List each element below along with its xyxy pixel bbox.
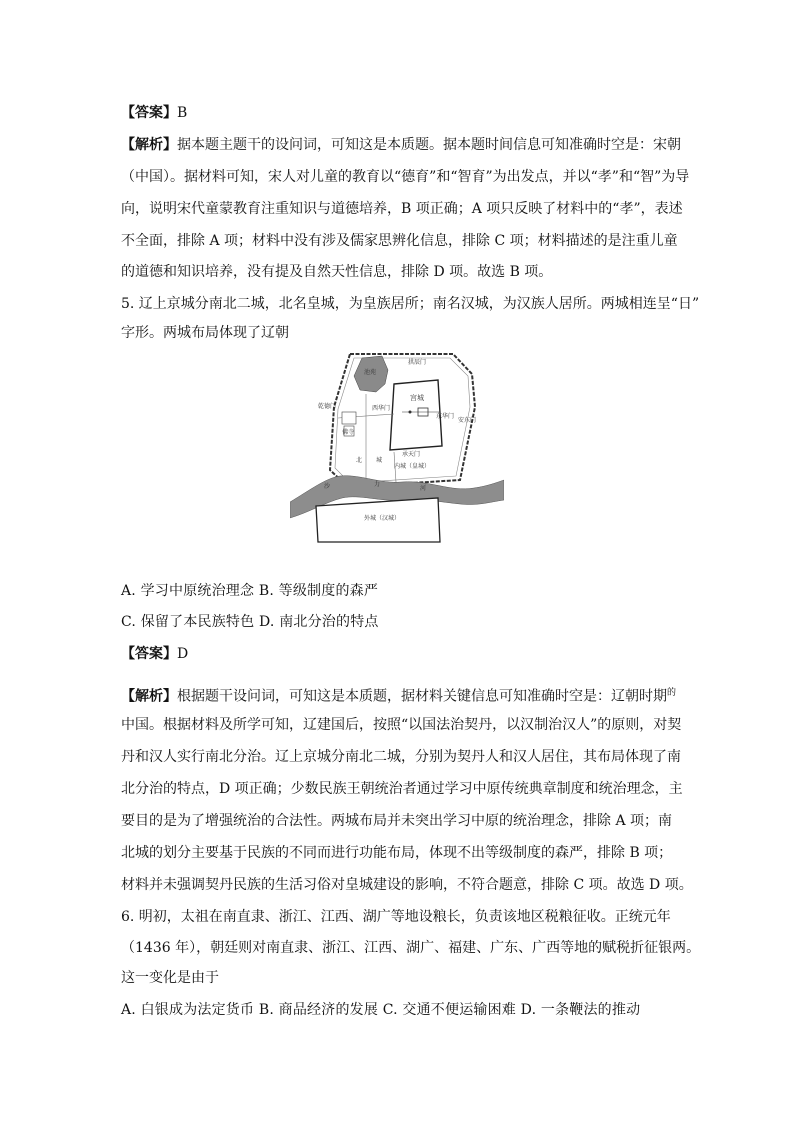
label-south-palace-gate: 承天门 [402, 451, 421, 458]
q5-analysis-line-4: 北分治的特点，D 项正确；少数民族王朝统治者通过学习中原传统典章制度和统治理念，主 [121, 781, 683, 797]
label-char-1: 北 [356, 457, 363, 464]
q5-options-line-2: C. 保留了本民族特色 D. 南北分治的特点 [121, 614, 379, 630]
label-outer-city: 外城（汉城） [364, 515, 401, 522]
q4-analysis-line-3: 向，说明宋代童蒙教育注重知识与道德培养，B 项正确；A 项只反映了材料中的“孝”，表述 [121, 201, 683, 217]
q4-analysis-line-1 [121, 136, 681, 154]
q4-analysis-text-1: 据本题主题干的设问词，可知这是本质题。据本题时间信息可知准确时空是：宋朝 [177, 137, 681, 153]
q6-stem-line-1: 6. 明初，太祖在南直隶、浙江、江西、湖广等地设粮长，负责该地区税粮征收。正统元年 [121, 909, 671, 925]
q6-options-line: A. 白银成为法定货币 B. 商品经济的发展 C. 交通不便运输困难 D. 一条鞭法的推动 [121, 1002, 641, 1018]
q5-stem-line-2: 字形。两城布局体现了辽朝 [121, 325, 289, 341]
q5-analysis-sup: 的 [667, 688, 677, 698]
q5-analysis-line-6: 北城的划分主要基于民族的不同而进行功能布局，体现不出等级制度的森严，排除 B 项； [121, 845, 673, 861]
q5-analysis-line-5: 要目的是为了增强统治的合法性。两城布局并未突出学习中原的统治理念，排除 A 项；南 [121, 813, 673, 829]
q5-analysis-line-1 [121, 684, 676, 706]
label-north-gate: 拱辰门 [408, 359, 427, 366]
label-temple: 佛寺 [342, 429, 355, 436]
q5-answer-value: D [177, 646, 189, 662]
label-inner-city: 内城（皇城） [394, 463, 431, 470]
q5-analysis-tag: 【解析】 [121, 688, 177, 705]
label-east-gate: 安东门 [458, 417, 477, 424]
q5-answer [121, 645, 188, 663]
liao-shangjing-map [290, 352, 504, 548]
palace-city [390, 380, 442, 450]
q4-answer-tag: 【答案】 [121, 105, 177, 121]
label-palace: 宫城 [410, 394, 424, 402]
q4-analysis-line-4: 不全面，排除 A 项；材料中没有涉及儒家思辨化信息，排除 C 项；材料描述的是注重儿童 [121, 233, 678, 249]
label-river-3: 河 [420, 485, 427, 492]
label-west-palace-gate: 西华门 [372, 405, 391, 412]
label-east-palace-gate: 东华门 [436, 413, 455, 420]
q4-analysis-line-2: （中国）。据材料可知，宋人对儿童的教育以“德育”和“智育”为出发点，并以“孝”和“智”为导 [121, 169, 690, 185]
q4-analysis-tag: 【解析】 [121, 137, 177, 153]
label-lake: 池苑 [364, 369, 377, 376]
q6-stem-line-2: （1436 年），朝廷则对南直隶、浙江、江西、湖广、福建、广东、广西等地的赋税折征银两。 [121, 940, 701, 956]
label-west-gate: 乾德门 [318, 403, 337, 410]
label-river-2: 力 [374, 481, 381, 488]
q6-stem-line-3: 这一变化是由于 [121, 970, 219, 986]
q5-analysis-line-2: 中国。根据材料及所学可知，辽建国后，按照“以国法治契丹，以汉制治汉人”的原则，对契 [121, 717, 682, 733]
q5-answer-tag: 【答案】 [121, 646, 177, 662]
q4-analysis-line-5: 的道德和知识培养，没有提及自然天性信息，排除 D 项。故选 B 项。 [121, 264, 553, 280]
label-char-2: 城 [376, 457, 383, 464]
q4-answer [121, 104, 187, 122]
q5-stem-line-1: 5. 辽上京城分南北二城，北名皇城，为皇族居所；南名汉城，为汉族人居所。两城相连呈“日” [121, 296, 700, 312]
q5-analysis-text-1: 根据题干设问词，可知这是本质题，据材料关键信息可知准确时空是：辽朝时期 [177, 688, 667, 705]
q5-analysis-line-7: 材料并未强调契丹民族的生活习俗对皇城建设的影响，不符合题意，排除 C 项。故选 D 项。 [121, 877, 693, 893]
q5-analysis-line-3: 丹和汉人实行南北分治。辽上京城分南北二城，分别为契丹人和汉人居住，其布局体现了南 [121, 749, 681, 765]
label-river-1: 沙 [324, 483, 331, 490]
q4-answer-value: B [177, 105, 188, 121]
q5-options-line-1: A. 学习中原统治理念 B. 等级制度的森严 [121, 583, 379, 599]
